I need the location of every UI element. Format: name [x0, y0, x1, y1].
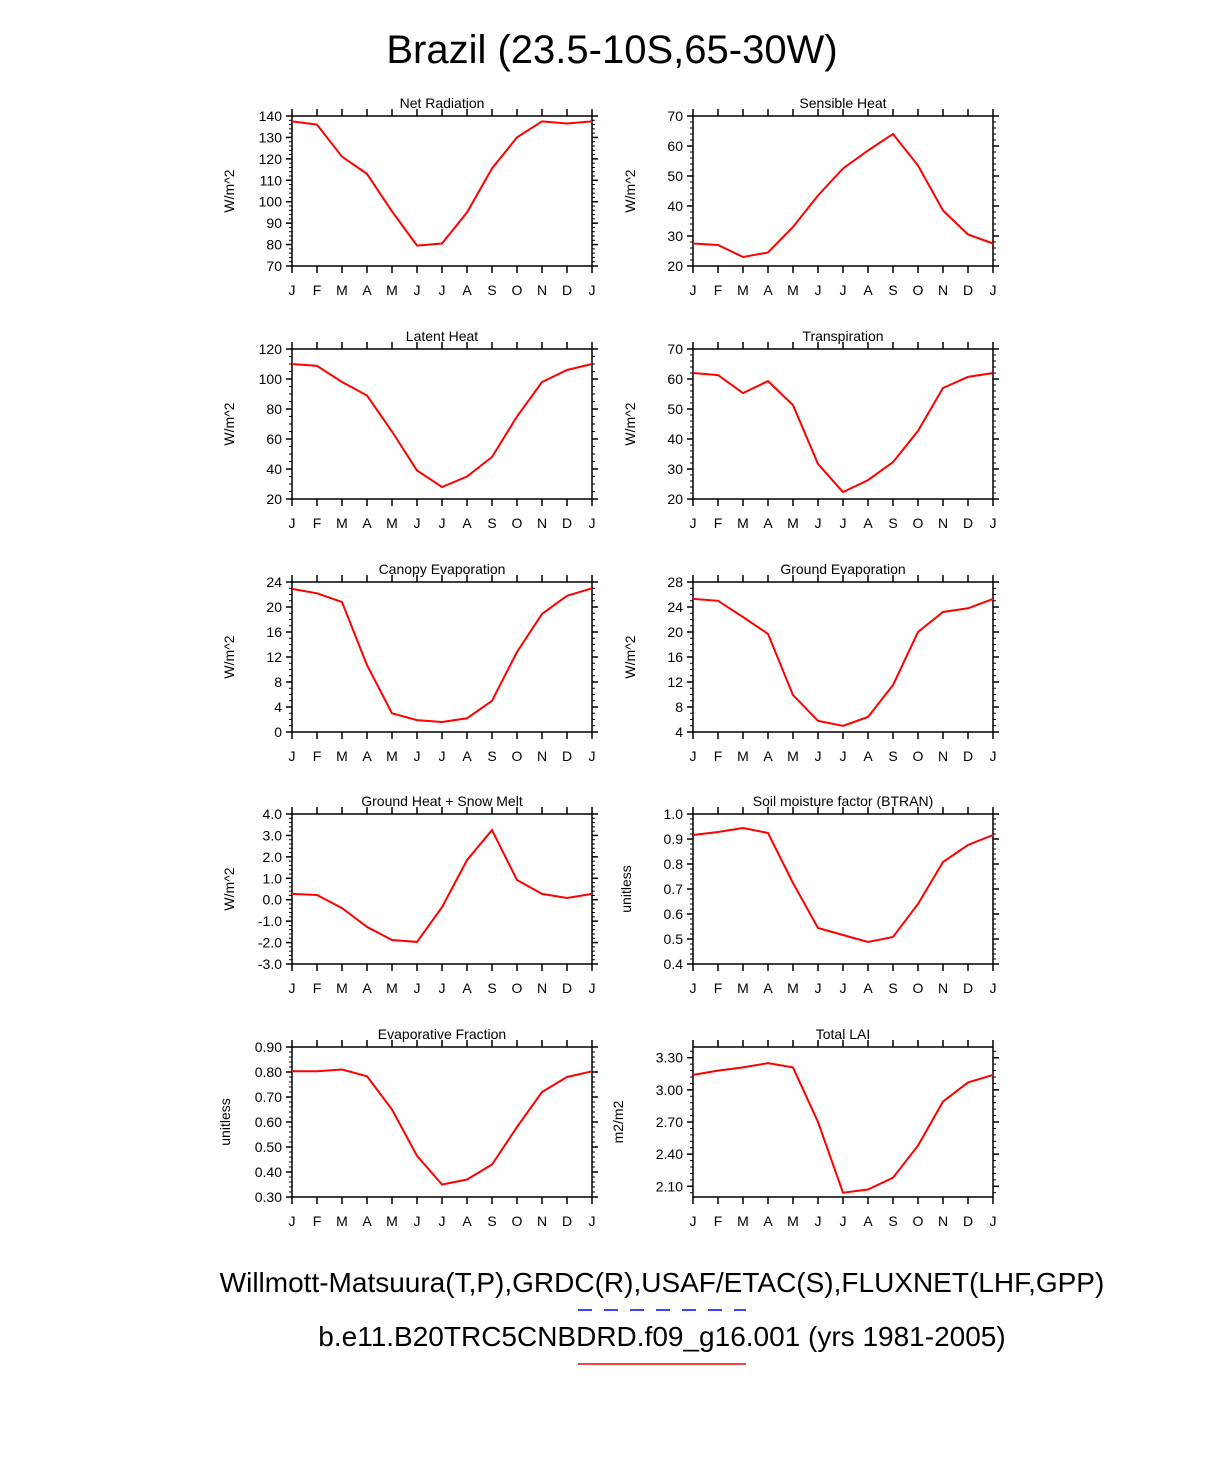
- x-tick-label: A: [362, 748, 372, 764]
- x-tick-label: A: [763, 1213, 773, 1229]
- x-tick-label: A: [763, 282, 773, 298]
- x-tick-label: J: [839, 282, 847, 298]
- x-tick-label: M: [737, 515, 749, 531]
- y-tick-label: 24: [667, 599, 683, 615]
- y-tick-label: 4: [274, 699, 282, 715]
- x-tick-label: O: [511, 748, 523, 764]
- x-tick-label: J: [814, 515, 822, 531]
- series-line: [693, 1063, 993, 1193]
- plot-frame: [693, 116, 993, 266]
- x-tick-label: J: [288, 515, 296, 531]
- y-tick-label: 0.4: [663, 956, 683, 972]
- x-tick-label: J: [989, 282, 997, 298]
- x-tick-label: F: [713, 282, 723, 298]
- x-tick-label: J: [413, 515, 421, 531]
- y-tick-label: 0.7: [663, 881, 683, 897]
- x-tick-label: O: [511, 1213, 523, 1229]
- y-tick-label: 4.0: [262, 806, 282, 822]
- x-tick-label: M: [386, 515, 398, 531]
- y-tick-label: 4: [675, 724, 683, 740]
- y-axis-label: W/m^2: [221, 169, 237, 213]
- y-tick-label: 3.0: [262, 827, 282, 844]
- x-tick-label: J: [288, 748, 296, 764]
- x-tick-label: A: [863, 515, 873, 531]
- x-tick-label: A: [863, 1213, 873, 1229]
- y-tick-label: 2.0: [262, 848, 282, 865]
- plot-frame: [693, 1047, 993, 1197]
- y-tick-label: 0.9: [663, 831, 683, 847]
- x-tick-label: J: [839, 1213, 847, 1229]
- series-line: [292, 830, 592, 942]
- x-tick-label: F: [312, 980, 322, 996]
- x-tick-label: O: [511, 980, 523, 996]
- plot-frame: [292, 349, 592, 499]
- x-tick-label: J: [438, 748, 446, 764]
- x-tick-label: D: [561, 748, 573, 764]
- y-axis-label: m2/m2: [610, 1100, 626, 1144]
- x-tick-label: O: [912, 980, 924, 996]
- x-tick-label: J: [413, 980, 421, 996]
- series-line: [693, 599, 993, 726]
- x-tick-label: J: [989, 748, 997, 764]
- y-tick-label: 130: [258, 129, 282, 146]
- y-tick-label: 8: [675, 699, 683, 715]
- y-tick-label: 0.5: [663, 931, 683, 947]
- y-tick-label: 0.90: [254, 1039, 282, 1055]
- x-tick-label: J: [689, 515, 697, 531]
- chart-panel: [217, 1026, 598, 1229]
- x-tick-label: O: [912, 515, 924, 531]
- main-title: Brazil (23.5-10S,65-30W): [386, 28, 838, 72]
- x-tick-label: M: [386, 1213, 398, 1229]
- x-tick-label: S: [888, 282, 898, 298]
- plot-frame: [693, 349, 993, 499]
- x-tick-label: M: [787, 980, 799, 996]
- x-tick-label: N: [536, 748, 548, 764]
- x-tick-label: A: [863, 748, 873, 764]
- x-tick-label: D: [962, 515, 974, 531]
- panel-title: Evaporative Fraction: [377, 1026, 507, 1042]
- chart-panel: [221, 793, 598, 996]
- y-tick-label: 100: [258, 193, 282, 210]
- y-tick-label: 30: [667, 461, 683, 477]
- x-tick-label: D: [962, 282, 974, 298]
- y-axis-label: unitless: [618, 865, 634, 913]
- x-tick-label: J: [689, 282, 697, 298]
- panel-title: Canopy Evaporation: [378, 561, 506, 577]
- plot-frame: [693, 582, 993, 732]
- x-tick-label: J: [989, 515, 997, 531]
- y-tick-label: 3.00: [655, 1081, 683, 1098]
- y-tick-label: 50: [667, 401, 683, 417]
- panel-title: Net Radiation: [399, 95, 485, 111]
- x-tick-label: D: [561, 980, 573, 996]
- x-tick-label: D: [962, 1213, 974, 1229]
- panel-title: Transpiration: [802, 328, 884, 344]
- x-tick-label: M: [787, 748, 799, 764]
- x-tick-label: A: [362, 515, 372, 531]
- y-tick-label: 2.10: [655, 1178, 683, 1195]
- y-tick-label: 16: [667, 649, 683, 665]
- y-tick-label: 40: [266, 461, 282, 477]
- x-tick-label: S: [487, 282, 497, 298]
- panel-title: Latent Heat: [405, 328, 479, 344]
- x-tick-label: S: [888, 980, 898, 996]
- x-tick-label: J: [989, 1213, 997, 1229]
- y-tick-label: 60: [266, 431, 282, 447]
- x-tick-label: M: [787, 1213, 799, 1229]
- x-tick-label: N: [937, 1213, 949, 1229]
- x-tick-label: S: [487, 515, 497, 531]
- x-tick-label: M: [787, 282, 799, 298]
- x-tick-label: D: [561, 282, 573, 298]
- y-tick-label: 0: [274, 724, 282, 740]
- x-tick-label: A: [462, 980, 472, 996]
- y-tick-label: 60: [667, 371, 683, 387]
- y-axis-label: W/m^2: [622, 169, 638, 213]
- x-tick-label: S: [888, 748, 898, 764]
- x-tick-label: J: [839, 980, 847, 996]
- panel-title: Soil moisture factor (BTRAN): [752, 793, 934, 809]
- x-tick-label: O: [511, 282, 523, 298]
- footer-line1: Willmott-Matsuura(T,P),GRDC(R),USAF/ETAC(S),FLUXNET(LHF,GPP): [219, 1267, 1105, 1298]
- x-tick-label: F: [713, 748, 723, 764]
- x-tick-label: N: [937, 980, 949, 996]
- x-tick-label: A: [763, 748, 773, 764]
- y-tick-label: 2.70: [655, 1114, 683, 1130]
- x-tick-label: N: [536, 515, 548, 531]
- y-tick-label: 20: [667, 258, 683, 274]
- x-tick-label: J: [989, 980, 997, 996]
- x-tick-label: D: [561, 515, 573, 531]
- x-tick-label: J: [588, 1213, 596, 1229]
- x-tick-label: A: [462, 748, 472, 764]
- x-tick-label: J: [814, 748, 822, 764]
- x-tick-label: J: [839, 748, 847, 764]
- y-tick-label: 0.60: [254, 1114, 282, 1130]
- chart-panel: [618, 793, 999, 996]
- x-tick-label: M: [787, 515, 799, 531]
- y-tick-label: 40: [667, 198, 683, 214]
- x-tick-label: F: [713, 980, 723, 996]
- y-tick-label: 20: [266, 491, 282, 507]
- y-tick-label: 0.40: [254, 1164, 282, 1180]
- y-tick-label: 120: [258, 150, 282, 167]
- x-tick-label: N: [937, 748, 949, 764]
- x-tick-label: J: [839, 515, 847, 531]
- panel-title: Sensible Heat: [799, 95, 887, 111]
- plot-frame: [693, 814, 993, 964]
- y-tick-label: 50: [667, 168, 683, 184]
- x-tick-label: N: [536, 282, 548, 298]
- y-tick-label: 2.40: [655, 1146, 683, 1163]
- panel-title: Total LAI: [815, 1026, 871, 1042]
- x-tick-label: A: [462, 282, 472, 298]
- x-tick-label: J: [288, 1213, 296, 1229]
- x-tick-label: F: [713, 515, 723, 531]
- y-tick-label: 120: [258, 341, 282, 357]
- y-tick-label: -2.0: [257, 934, 282, 951]
- x-tick-label: J: [288, 980, 296, 996]
- x-tick-label: J: [689, 748, 697, 764]
- x-tick-label: A: [362, 282, 372, 298]
- x-tick-label: F: [312, 1213, 322, 1229]
- y-tick-label: 110: [259, 172, 282, 189]
- y-tick-label: 140: [258, 108, 282, 124]
- y-tick-label: 24: [266, 574, 282, 590]
- x-tick-label: A: [863, 980, 873, 996]
- y-tick-label: 0.0: [262, 891, 282, 908]
- y-axis-label: unitless: [217, 1098, 233, 1146]
- y-tick-label: 1.0: [663, 806, 683, 822]
- x-tick-label: J: [814, 1213, 822, 1229]
- x-tick-label: M: [336, 980, 348, 996]
- x-tick-label: J: [689, 980, 697, 996]
- series-line: [292, 1070, 592, 1185]
- x-tick-label: N: [536, 1213, 548, 1229]
- x-tick-label: S: [487, 980, 497, 996]
- y-tick-label: -1.0: [257, 913, 282, 930]
- y-tick-label: 1.0: [262, 870, 282, 887]
- y-tick-label: 70: [667, 341, 683, 357]
- plot-frame: [292, 582, 592, 732]
- y-tick-label: 0.8: [663, 856, 683, 872]
- y-tick-label: 0.30: [254, 1189, 282, 1205]
- y-tick-label: 3.30: [655, 1049, 683, 1066]
- x-tick-label: M: [386, 282, 398, 298]
- x-tick-label: J: [288, 282, 296, 298]
- y-tick-label: 28: [667, 574, 683, 590]
- chart-panel: [221, 95, 598, 298]
- x-tick-label: J: [438, 1213, 446, 1229]
- x-tick-label: M: [336, 748, 348, 764]
- x-tick-label: M: [336, 1213, 348, 1229]
- x-tick-label: J: [588, 282, 596, 298]
- y-axis-label: W/m^2: [622, 635, 638, 679]
- series-line: [693, 828, 993, 942]
- x-tick-label: J: [814, 980, 822, 996]
- x-tick-label: N: [937, 515, 949, 531]
- y-tick-label: 20: [266, 599, 282, 615]
- chart-panel: [610, 1026, 999, 1229]
- x-tick-label: J: [438, 282, 446, 298]
- panel-title: Ground Evaporation: [780, 561, 906, 577]
- x-tick-label: M: [737, 748, 749, 764]
- chart-panel: [221, 328, 598, 531]
- y-tick-label: 0.6: [663, 906, 683, 922]
- x-tick-label: O: [511, 515, 523, 531]
- chart-panel: [622, 328, 999, 531]
- chart-panel: [622, 95, 999, 298]
- x-tick-label: J: [588, 748, 596, 764]
- y-tick-label: 30: [667, 228, 683, 244]
- series-line: [693, 373, 993, 492]
- x-tick-label: A: [462, 515, 472, 531]
- x-tick-label: D: [561, 1213, 573, 1229]
- x-tick-label: A: [462, 1213, 472, 1229]
- y-tick-label: 12: [667, 674, 683, 690]
- series-line: [292, 121, 592, 245]
- y-tick-label: 90: [266, 215, 282, 232]
- y-tick-label: -3.0: [257, 956, 282, 972]
- x-tick-label: J: [588, 980, 596, 996]
- x-tick-label: M: [386, 748, 398, 764]
- x-tick-label: J: [689, 1213, 697, 1229]
- x-tick-label: J: [438, 515, 446, 531]
- x-tick-label: D: [962, 748, 974, 764]
- chart-panel: [221, 561, 598, 764]
- x-tick-label: O: [912, 748, 924, 764]
- y-tick-label: 40: [667, 431, 683, 447]
- x-tick-label: O: [912, 1213, 924, 1229]
- x-tick-label: J: [588, 515, 596, 531]
- x-tick-label: F: [312, 282, 322, 298]
- x-tick-label: J: [413, 748, 421, 764]
- x-tick-label: A: [362, 980, 372, 996]
- x-tick-label: J: [438, 980, 446, 996]
- series-line: [693, 134, 993, 257]
- y-tick-label: 20: [667, 624, 683, 640]
- panels: [217, 95, 999, 1229]
- x-tick-label: M: [737, 980, 749, 996]
- x-tick-label: M: [336, 515, 348, 531]
- y-tick-label: 12: [266, 649, 282, 665]
- y-tick-label: 0.80: [254, 1064, 282, 1080]
- footer-line2: b.e11.B20TRC5CNBDRD.f09_g16.001 (yrs 1981-2005): [318, 1321, 1006, 1352]
- series-line: [292, 588, 592, 722]
- x-tick-label: M: [336, 282, 348, 298]
- x-tick-label: A: [863, 282, 873, 298]
- y-tick-label: 100: [258, 371, 282, 387]
- x-tick-label: F: [312, 515, 322, 531]
- y-tick-label: 70: [667, 108, 683, 124]
- chart-panel: [622, 561, 999, 764]
- plot-frame: [292, 814, 592, 964]
- x-tick-label: M: [737, 282, 749, 298]
- y-tick-label: 16: [266, 624, 282, 640]
- y-tick-label: 60: [667, 138, 683, 154]
- x-tick-label: J: [814, 282, 822, 298]
- x-tick-label: O: [912, 282, 924, 298]
- x-tick-label: N: [937, 282, 949, 298]
- x-tick-label: D: [962, 980, 974, 996]
- y-tick-label: 80: [266, 236, 282, 253]
- x-tick-label: M: [386, 980, 398, 996]
- x-tick-label: A: [362, 1213, 372, 1229]
- y-tick-label: 0.50: [254, 1139, 282, 1155]
- panel-title: Ground Heat + Snow Melt: [361, 793, 523, 809]
- x-tick-label: M: [737, 1213, 749, 1229]
- y-tick-label: 80: [266, 401, 282, 417]
- x-tick-label: S: [888, 515, 898, 531]
- x-tick-label: A: [763, 515, 773, 531]
- y-tick-label: 0.70: [254, 1089, 282, 1105]
- x-tick-label: J: [413, 282, 421, 298]
- series-line: [292, 364, 592, 487]
- y-tick-label: 20: [667, 491, 683, 507]
- x-tick-label: N: [536, 980, 548, 996]
- y-axis-label: W/m^2: [221, 635, 237, 679]
- x-tick-label: S: [487, 748, 497, 764]
- y-axis-label: W/m^2: [622, 402, 638, 446]
- x-tick-label: S: [487, 1213, 497, 1229]
- x-tick-label: J: [413, 1213, 421, 1229]
- y-axis-label: W/m^2: [221, 402, 237, 446]
- y-tick-label: 8: [274, 674, 282, 690]
- x-tick-label: F: [312, 748, 322, 764]
- x-tick-label: A: [763, 980, 773, 996]
- x-tick-label: S: [888, 1213, 898, 1229]
- y-axis-label: W/m^2: [221, 867, 237, 911]
- x-tick-label: F: [713, 1213, 723, 1229]
- y-tick-label: 70: [266, 258, 282, 274]
